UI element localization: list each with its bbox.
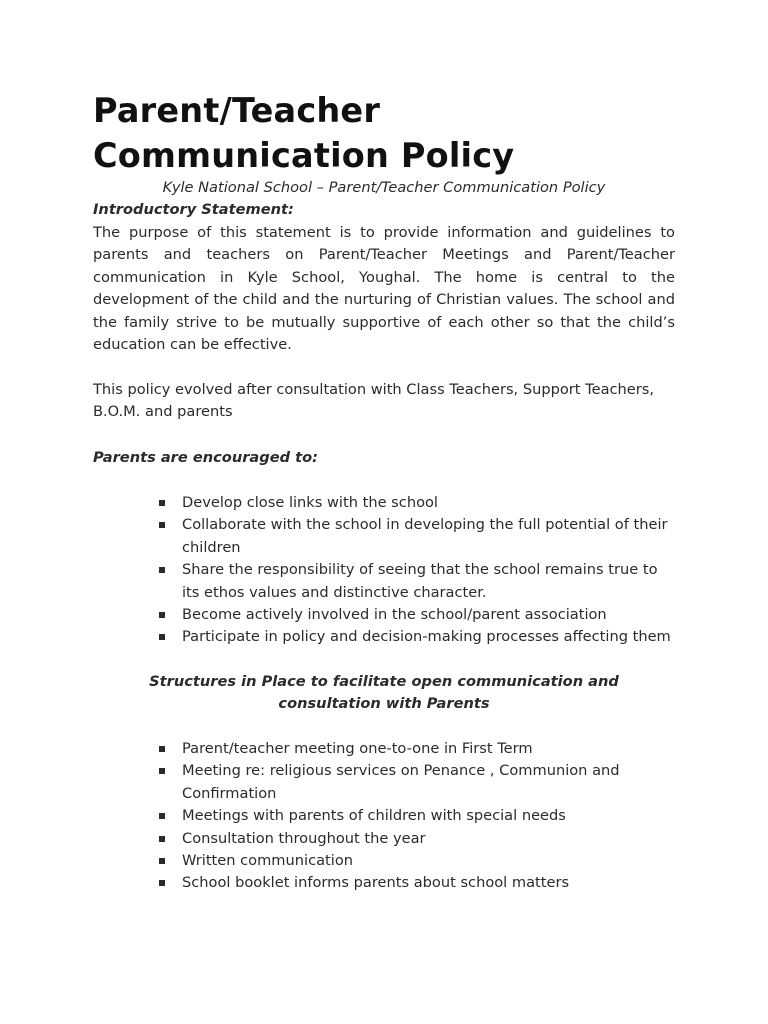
list-item-text: Collaborate with the school in developing the full potential of their children bbox=[182, 516, 668, 556]
list-item-text: Parent/teacher meeting one-to-one in First Term bbox=[182, 740, 533, 757]
consultation-paragraph: This policy evolved after consultation with Class Teachers, Support Teachers, B.O.M. and parents bbox=[93, 381, 655, 421]
list-item-text: School booklet informs parents about school matters bbox=[182, 874, 570, 892]
bullet-icon bbox=[159, 813, 165, 819]
bullet-icon bbox=[159, 612, 165, 618]
structures-list bbox=[93, 738, 675, 895]
list-item bbox=[93, 760, 675, 805]
parents-heading: Parents are encouraged to: bbox=[93, 449, 318, 466]
bullet-icon bbox=[159, 567, 165, 573]
bullet-icon bbox=[159, 880, 165, 886]
list-item bbox=[93, 805, 675, 827]
intro-heading: Introductory Statement: bbox=[93, 201, 294, 218]
bullet-icon bbox=[159, 522, 165, 528]
list-item bbox=[93, 559, 675, 604]
bullet-icon bbox=[159, 858, 165, 864]
bullet-icon bbox=[159, 634, 165, 640]
list-item-text: Share the responsibility of seeing that the school remains true to its ethos values and distinctive character. bbox=[182, 561, 658, 601]
list-item bbox=[93, 872, 675, 894]
parents-list bbox=[93, 492, 675, 649]
list-item bbox=[93, 738, 675, 760]
structures-heading-line-1: Structures in Place to facilitate open communication and bbox=[149, 673, 619, 690]
list-item bbox=[93, 492, 675, 514]
document-subtitle: Kyle National School – Parent/Teacher Communication Policy bbox=[162, 179, 606, 196]
list-item-text: Become actively involved in the school/parent association bbox=[182, 606, 607, 624]
list-item-text: Consultation throughout the year bbox=[182, 829, 426, 847]
list-item-text: Meetings with parents of children with special needs bbox=[182, 807, 566, 825]
list-item-text: Written communication bbox=[182, 852, 353, 870]
list-item-text: Participate in policy and decision-making processes affecting them bbox=[182, 628, 671, 646]
document-title bbox=[93, 88, 675, 178]
list-item bbox=[93, 828, 675, 850]
list-item bbox=[93, 514, 675, 559]
list-item-text: Develop close links with the school bbox=[182, 494, 438, 511]
list-item-text: Meeting re: religious services on Penance , Communion and Confirmation bbox=[182, 762, 620, 802]
bullet-icon bbox=[159, 836, 165, 842]
bullet-icon bbox=[159, 500, 165, 506]
list-item bbox=[93, 604, 675, 626]
document-title-line-2: Communication Policy bbox=[93, 136, 515, 175]
structures-heading bbox=[93, 671, 675, 716]
structures-heading-line-2: consultation with Parents bbox=[278, 695, 490, 713]
document-title-line-1: Parent/Teacher bbox=[93, 91, 381, 130]
list-item bbox=[93, 850, 675, 872]
intro-paragraph: The purpose of this statement is to provide information and guidelines to parents and teachers on Parent/Teacher Meetings and Parent/Teacher communication in Kyle School, Youghal. The home is central to the development of the child and the nurturing of Christian values. The school and the family strive to be mutually supportive of each other so that the child’s education can be effective. bbox=[93, 224, 675, 354]
bullet-icon bbox=[159, 746, 165, 752]
list-item bbox=[93, 626, 675, 648]
bullet-icon bbox=[159, 768, 165, 774]
